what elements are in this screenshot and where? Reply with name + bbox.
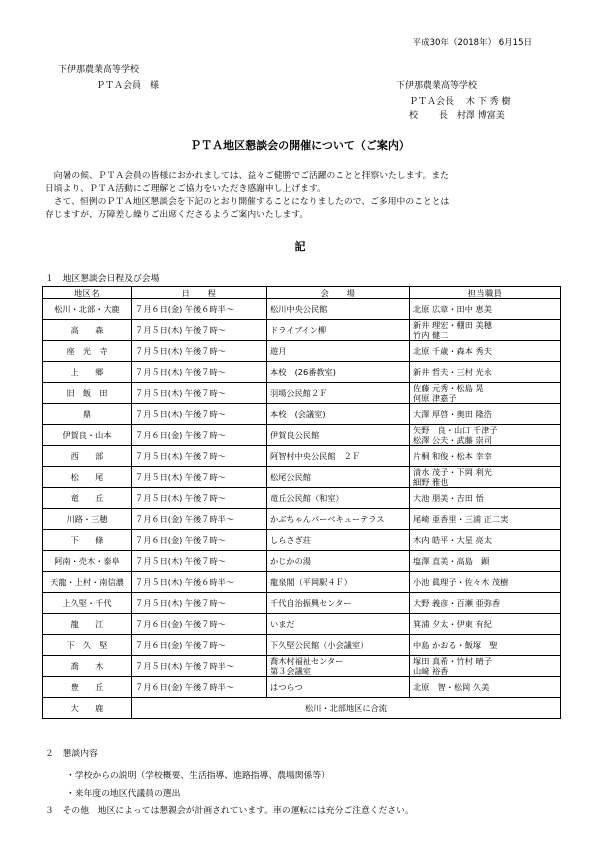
row-schedule: ７月５日(木) 午後７時～: [132, 593, 267, 614]
table-row: [43, 656, 561, 677]
section-3-note: ３ その他 地区によっては懇親会が計画されています。車の運転には充分ご注意ください。: [45, 806, 414, 816]
row-venue: 龍泉閣（平岡駅４Ｆ）: [267, 572, 410, 593]
row-staff: 小池 眞理子・佐々木 茂樹: [410, 572, 561, 593]
row-area: 高 森: [43, 320, 132, 341]
row-venue: しらさぎ荘: [267, 530, 410, 551]
document-title: ＰＴＡ地区懇談会の開催について（ご案内）: [190, 139, 410, 152]
row-staff: 塩澤 直美・高島 顕: [410, 551, 561, 572]
agenda-item: ・学校からの説明（学校概要、生活指導、進路指導、農場関係等）: [66, 771, 330, 781]
row-schedule: ７月５日(木) 午後７時～: [132, 467, 267, 488]
row-area: 座 光 寺: [43, 341, 132, 362]
body-paragraph: [45, 170, 565, 222]
section-1-heading: １ 地区懇談会日程及び会場: [45, 274, 160, 284]
row-schedule: ７月６日(金) 午後７時～: [132, 635, 267, 656]
schedule-table: [42, 286, 561, 719]
row-venue: かぶちゃんパーベキューテラス: [267, 509, 410, 530]
table-row: [43, 509, 561, 530]
row-schedule: ７月６日(金) 午後７時～: [132, 614, 267, 635]
row-venue: 本校 (会議室): [267, 404, 410, 425]
table-row: [43, 341, 561, 362]
row-staff: 片桐 和俊・松本 幸幸: [410, 446, 561, 467]
row-area: 西 部: [43, 446, 132, 467]
header-staff: 担当職員: [410, 287, 561, 299]
row-schedule: ７月５日(木) 午後７時～: [132, 383, 267, 404]
row-schedule: ７月５日(木) 午後７時半～: [132, 656, 267, 677]
row-venue: 竜丘公民館（和室）: [267, 488, 410, 509]
row-staff: 大澤 厚啓・奥田 隆浩: [410, 404, 561, 425]
schedule-table-body: [43, 299, 561, 719]
table-row: [43, 614, 561, 635]
row-area: 鼎: [43, 404, 132, 425]
row-area: 大 鹿: [43, 698, 132, 719]
row-area: 松川・北部・大鹿: [43, 299, 132, 320]
sender-school: 下伊那農業高等学校: [396, 81, 478, 91]
row-schedule: ７月６日(金) 午後７時半～: [132, 509, 267, 530]
sender-principal: 校 長 村澤 博富美: [409, 111, 505, 121]
row-schedule: ７月５日(木) 午後７時～: [132, 362, 267, 383]
table-row: [43, 362, 561, 383]
section-2-heading: ２ 懇談内容: [45, 749, 98, 759]
row-staff: 尾崎 亜香里・三浦 正二実: [410, 509, 561, 530]
row-venue: 遊月: [267, 341, 410, 362]
table-row: [43, 488, 561, 509]
body-line: 向暑の候、ＰＴＡ会員の皆様におかれましては、益々ご健勝でご活躍のことと拝察いたします。また: [45, 171, 449, 181]
row-area: 天龍・上村・南信濃: [43, 572, 132, 593]
row-staff: 中島 かおる・飯塚 聖: [410, 635, 561, 656]
table-row: [43, 698, 561, 719]
row-venue: ドライブイン柳: [267, 320, 410, 341]
table-row: [43, 635, 561, 656]
row-venue: いまだ: [267, 614, 410, 635]
row-schedule: ７月６日(金) 午後７時～: [132, 530, 267, 551]
row-schedule: ７月５日(木) 午後６時半～: [132, 572, 267, 593]
body-line: さて、恒例のＰＴＡ地区懇談会を下記のとおり開催することになりましたので、ご多用中のこととは: [45, 197, 450, 207]
row-staff: 新井 理宏・棚田 美穂 竹内 健二: [410, 320, 561, 341]
table-row: [43, 530, 561, 551]
row-area: 松 尾: [43, 467, 132, 488]
table-header-row: [43, 287, 561, 299]
table-row: [43, 677, 561, 698]
row-schedule: ７月５日(木) 午後７時～: [132, 404, 267, 425]
row-area: 伊賀良・山本: [43, 425, 132, 446]
row-area: 旧 飯 田: [43, 383, 132, 404]
document-date: 平成30年（2018年） 6月15日: [412, 38, 532, 48]
row-staff: 箕浦 夕太・伊東 有紀: [410, 614, 561, 635]
row-venue: かじかの湯: [267, 551, 410, 572]
row-venue: 阿智村中央公民館 ２Ｆ: [267, 446, 410, 467]
row-staff: 北原 智・松岡 久美: [410, 677, 561, 698]
table-row: [43, 383, 561, 404]
row-area: 豊 丘: [43, 677, 132, 698]
agenda-item: ・来年度の地区代議員の選出: [66, 789, 181, 799]
recipient-name: ＰＴＡ会員 様: [96, 81, 160, 91]
row-area: 上 郷: [43, 362, 132, 383]
row-venue: 千代自治振興センター: [267, 593, 410, 614]
row-merged-note: 松川・北部地区に合流: [132, 698, 561, 719]
row-staff: 北原 千歳・森本 秀夫: [410, 341, 561, 362]
row-staff: 清水 茂子・下岡 利光 細野 雅也: [410, 467, 561, 488]
table-row: [43, 299, 561, 320]
row-venue: 下久堅公民館（小会議室）: [267, 635, 410, 656]
table-row: [43, 551, 561, 572]
row-venue: 羽場公民館２Ｆ: [267, 383, 410, 404]
row-venue: はつらつ: [267, 677, 410, 698]
row-staff: 新井 哲夫・三村 光永: [410, 362, 561, 383]
table-row: [43, 467, 561, 488]
recipient-school: 下伊那農業高等学校: [58, 65, 140, 75]
body-line: 存じますが、万障差し繰りご出席くださるようご案内いたします。: [45, 210, 309, 220]
row-staff: 大野 義彦・百瀬 亜弥香: [410, 593, 561, 614]
row-venue: 松尾公民館: [267, 467, 410, 488]
row-schedule: ７月６日(金) 午後７時半～: [132, 677, 267, 698]
sender-pta-chair: ＰＴＡ会長 木 下 秀 樹: [409, 97, 511, 107]
row-schedule: ７月５日(木) 午後７時～: [132, 320, 267, 341]
row-area: 下 條: [43, 530, 132, 551]
row-area: 龍 江: [43, 614, 132, 635]
row-schedule: ７月５日(木) 午後７時～: [132, 341, 267, 362]
row-staff: 矢野 良・山口 千津子 松澤 公夫・武藤 崇司: [410, 425, 561, 446]
row-area: 竜 丘: [43, 488, 132, 509]
row-venue: 本校 (26番教室): [267, 362, 410, 383]
body-line: 日頃より、ＰＴＡ活動にご理解とご協力をいただき感謝申し上げます。: [45, 184, 326, 194]
table-row: [43, 425, 561, 446]
row-area: 阿南・売木・泰阜: [43, 551, 132, 572]
row-venue: 松川中央公民館: [267, 299, 410, 320]
row-staff: 塚田 真希・竹村 晴子 山﨑 裕香: [410, 656, 561, 677]
table-row: [43, 320, 561, 341]
row-area: 下 久 堅: [43, 635, 132, 656]
header-venue: 会 場: [267, 287, 410, 299]
row-staff: 北原 広章・田中 恵美: [410, 299, 561, 320]
header-area: 地区名: [43, 287, 132, 299]
row-venue: 喬木村福祉センター 第３会議室: [267, 656, 410, 677]
row-staff: 大池 朋美・吉田 悟: [410, 488, 561, 509]
header-schedule: 日 程: [132, 287, 267, 299]
row-staff: 木内 皓平・大星 亮太: [410, 530, 561, 551]
row-area: 上久堅・千代: [43, 593, 132, 614]
row-schedule: ７月５日(木) 午後７時～: [132, 488, 267, 509]
ki-heading: 記: [294, 240, 306, 253]
row-schedule: ７月６日(金) 午後６時半～: [132, 299, 267, 320]
row-area: 川路・三穂: [43, 509, 132, 530]
row-venue: 伊賀良公民館: [267, 425, 410, 446]
row-schedule: ７月５日(木) 午後７時～: [132, 446, 267, 467]
table-row: [43, 404, 561, 425]
table-row: [43, 593, 561, 614]
row-schedule: ７月６日(金) 午後７時～: [132, 425, 267, 446]
row-schedule: ７月５日(木) 午後７時～: [132, 551, 267, 572]
row-area: 喬 木: [43, 656, 132, 677]
row-staff: 佐藤 元秀・松島 晃 何原 津嘉子: [410, 383, 561, 404]
table-row: [43, 446, 561, 467]
table-row: [43, 572, 561, 593]
